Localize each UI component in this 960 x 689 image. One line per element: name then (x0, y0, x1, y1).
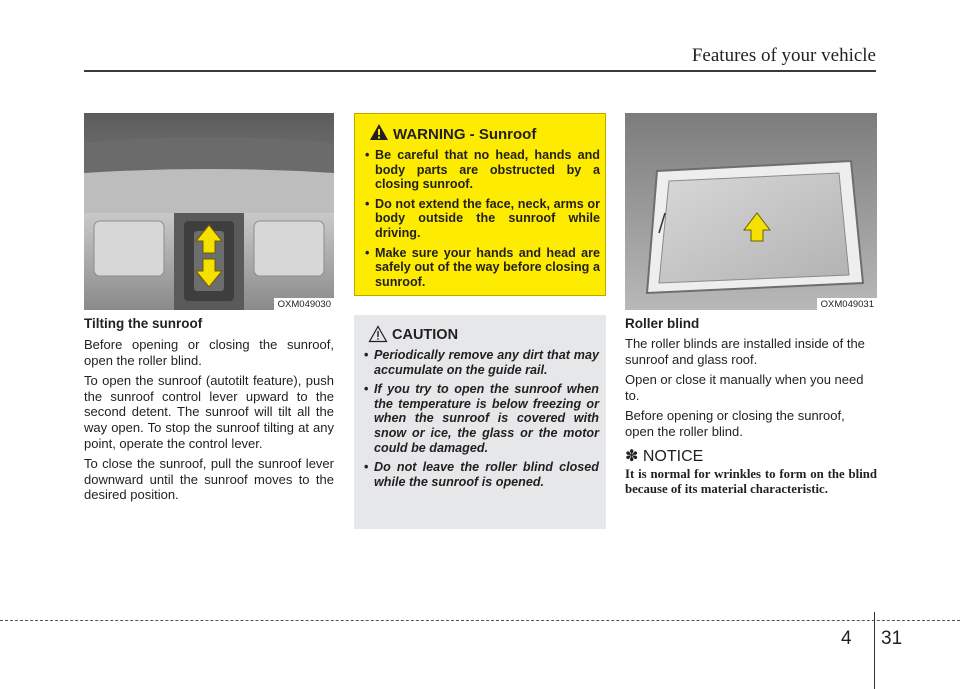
footer-rule (0, 620, 960, 621)
warning-list (365, 148, 600, 294)
caution-box (354, 315, 606, 529)
caution-list (364, 348, 599, 494)
right-paragraph: The roller blinds are installed inside of the sunroof and glass roof. (625, 336, 865, 367)
left-paragraph: To close the sunroof, pull the sunroof lever downward until the sunroof moves to the desired position. (84, 456, 334, 503)
right-paragraph: Before opening or closing the sunroof, open the roller blind. (625, 408, 845, 439)
right-column-text (625, 316, 877, 445)
footer-divider (874, 612, 875, 689)
roller-blind-heading: Roller blind (625, 316, 700, 331)
caution-item: • Periodically remove any dirt that may accumulate on the guide rail. (364, 348, 599, 377)
warning-subject: Sunroof (478, 126, 537, 143)
tilting-sunroof-heading: Tilting the sunroof (84, 316, 203, 331)
chapter-number: 4 (841, 628, 852, 649)
caution-item: • If you try to open the sunroof when the temperature is below freezing or when the sunroof is covered with snow or ice, the glass or the motor could be damaged. (364, 382, 599, 455)
section-title: Features of your vehicle (691, 45, 876, 66)
sunroof-frame-graphic (625, 113, 877, 310)
caution-triangle-icon (368, 325, 388, 343)
header-rule (84, 70, 876, 72)
caution-title: CAUTION (392, 327, 459, 343)
left-paragraph: To open the sunroof (autotilt feature), push the sunroof control lever upward to the second detent. The sunroof will tilt all the way open. To stop the sunroof tilting at any point, operate the control lever. (84, 373, 334, 451)
overhead-console-graphic (84, 113, 334, 310)
warning-box (354, 113, 606, 296)
warning-item: • Make sure your hands and head are safely out of the way before closing a sunroof. (365, 246, 600, 290)
warning-item: • Be careful that no head, hands and body parts are obstructed by a closing sunroof. (365, 148, 600, 192)
roller-blind-illustration (625, 113, 877, 310)
page-number: 31 (881, 628, 903, 649)
warning-item: • Do not extend the face, neck, arms or body outside the sunroof while driving. (365, 197, 600, 241)
sunroof-lever-illustration (84, 113, 334, 310)
image-code-right: OXM049031 (817, 298, 877, 310)
warning-label: WARNING - (393, 126, 475, 143)
right-paragraph: Open or close it manually when you need to. (625, 372, 864, 403)
notice-text: It is normal for wrinkles to form on the blind because of its material characteristic. (625, 467, 877, 496)
left-column-text (84, 316, 334, 508)
warning-triangle-icon (369, 123, 389, 141)
warning-title (393, 126, 536, 143)
caution-item: • Do not leave the roller blind closed while the sunroof is opened. (364, 460, 599, 489)
left-paragraph: Before opening or closing the sunroof, open the roller blind. (84, 337, 334, 368)
notice-title: ✽ NOTICE (625, 448, 704, 465)
image-code-left: OXM049030 (274, 298, 334, 310)
